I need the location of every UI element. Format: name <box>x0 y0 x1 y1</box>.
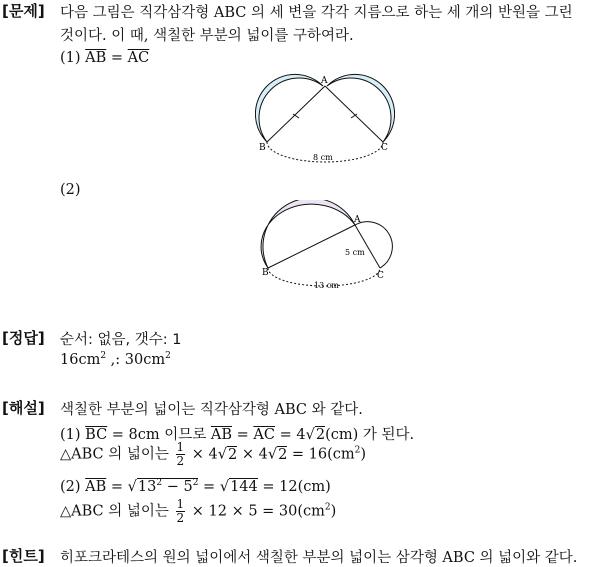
segment-bc: $\overline{BC}$ <box>85 427 108 443</box>
answer-2: 30cm <box>124 351 166 368</box>
exponent: 2 <box>100 351 107 361</box>
problem-line-2: 것이다. 이 때, 색칠한 부분의 넓이를 구하여라. <box>60 28 354 44</box>
answer-tag: [정답] <box>2 329 45 347</box>
case-1-condition <box>60 50 149 66</box>
segment-ab: $\overline{AB}$ <box>210 427 233 443</box>
radicand: 2 <box>315 427 326 443</box>
answer-meta: 순서: 없음, 갯수: 1 <box>60 332 182 348</box>
solution-tag: [해설] <box>2 399 45 417</box>
side-length-label: 5 cm <box>345 248 365 257</box>
answer-values <box>60 351 171 368</box>
label-b: B <box>259 143 266 153</box>
right-lune <box>327 74 395 142</box>
segment-ab: $\overline{AB}$ <box>85 50 107 66</box>
equals-sign: = <box>106 50 128 66</box>
solution-line-2: (1) $\overline{BC} = 8cm$ 이므로 $\overline{AB} = \overline{AC} = 4√2(cm)$ 가 된다. <box>60 427 415 443</box>
solution-line-1: 색칠한 부분의 넓이는 직각삼각형 ABC 와 같다. <box>60 402 363 418</box>
label-a: A <box>321 76 328 86</box>
side-ac <box>325 86 383 142</box>
side-ab <box>267 86 325 142</box>
base-length-label: 8 cm <box>313 153 333 162</box>
figure-2 <box>260 200 395 295</box>
figure-2-lunes <box>261 200 392 268</box>
hint-line-1: 히포크라테스의 원의 넓이에서 색칠한 부분의 넓이는 삼각형 ABC 의 넓이와 같다. <box>60 550 578 566</box>
solution-line-5: △ABC 의 넓이는 $\frac{1}{2}$ × $12 \times 5 = 30(cm^2)$ <box>60 497 337 525</box>
side-ab <box>268 225 355 268</box>
base-length-label: 13 cm <box>314 281 339 290</box>
label-c: C <box>377 271 384 281</box>
solution-line-4: (2) $\overline{AB} = √13^2 - 5^2 = √144 = 12(cm)$ <box>60 478 331 495</box>
answer-1: 16cm <box>60 351 101 368</box>
hint-tag: [힌트] <box>2 547 45 565</box>
problem-tag: [문제] <box>2 2 45 20</box>
problem-line-1: 다음 그림은 직각삼각형 ABC 의 세 변을 각각 지름으로 하는 세 개의 반원을 그린 <box>60 5 573 21</box>
left-lune <box>255 74 323 142</box>
fraction-half: $\frac{1}{2}$ <box>176 440 185 468</box>
exponent: 2 <box>165 351 171 361</box>
figure-1 <box>255 72 395 167</box>
segment-ab: $\overline{AB}$ <box>85 478 107 495</box>
label-c: C <box>381 143 388 153</box>
segment-ac: $\overline{AC}$ <box>127 50 150 66</box>
segment-ac: $\overline{AC}$ <box>253 427 275 443</box>
side-ac <box>355 225 380 268</box>
fraction-half: $\frac{1}{2}$ <box>176 497 185 525</box>
answer-separator: ,: <box>106 351 125 368</box>
small-lune <box>355 222 392 268</box>
case-2-label: (2) <box>60 182 81 198</box>
large-lune <box>261 200 355 268</box>
label-a: A <box>354 215 361 225</box>
solution-line-3: △ABC 의 넓이는 $\frac{1}{2}$ × $4√2 \times 4√2 = 16(cm^2)$ <box>60 440 367 468</box>
label-b: B <box>262 268 269 278</box>
case-1-label: (1) <box>60 50 81 66</box>
